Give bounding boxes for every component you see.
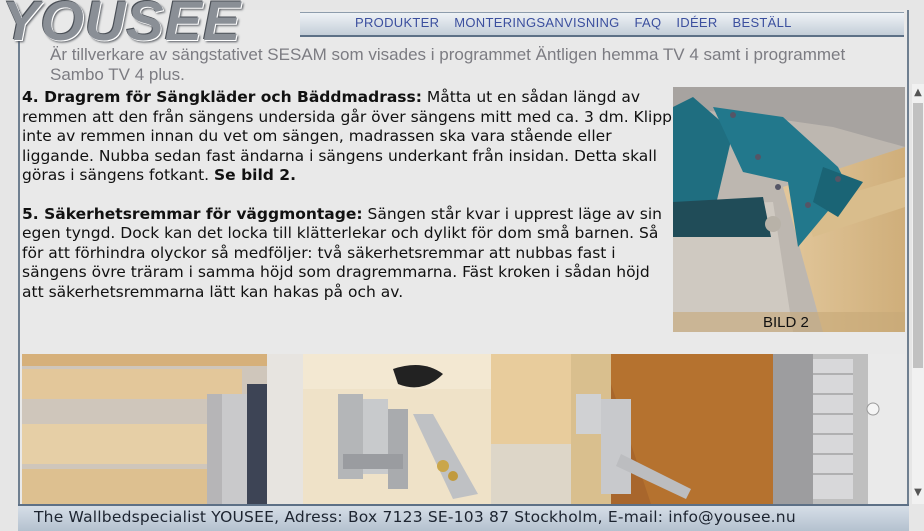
- scroll-thumb[interactable]: [913, 103, 923, 368]
- nav-ideer[interactable]: IDÉER: [676, 15, 718, 30]
- photo-bed-on-floor: [491, 354, 773, 504]
- section-5-body: Sängen står kvar i upprest läge av sin egen tyngd. Dock kan det locka till klätterlekar och dylikt för dom små barnen. Så för att förhindra olyckor så medföljer: två säkerhetsremmar att nubbas fast i sängens övre träram i samma höjd som dragremmarna. Fäst kroken i sådan höjd att säkerhetsremmarna lätt kan hakas på och av.: [22, 204, 662, 301]
- nav-monteringsanvisning[interactable]: MONTERINGSANVISNING: [454, 15, 620, 30]
- section-4-ref: Se bild 2.: [214, 166, 296, 184]
- footer-address: The Wallbedspecialist YOUSEE, Adress: Box 7123 SE-103 87 Stockholm, E-mail: info@yousee.nu: [34, 508, 796, 526]
- site-logo[interactable]: YOUSEE: [2, 0, 242, 52]
- scroll-down-arrow-icon[interactable]: ▼: [914, 487, 922, 498]
- bild-2-image: [673, 87, 905, 332]
- section-4-heading: 4. Dragrem för Sängkläder och Bäddmadrass:: [22, 88, 422, 106]
- intro-text: Är tillverkare av sängstativet SESAM som visades i programmet Äntligen hemma TV 4 samt i programmet Sambo TV 4 plus.: [50, 45, 846, 84]
- nav-bestall[interactable]: BESTÄLL: [732, 15, 792, 30]
- nav-produkter[interactable]: PRODUKTER: [355, 15, 440, 30]
- section-4: [22, 88, 672, 186]
- bild-2-caption: BILD 2: [763, 314, 809, 331]
- section-5: [22, 205, 672, 303]
- main-nav: [355, 15, 803, 30]
- nav-faq[interactable]: FAQ: [634, 15, 662, 30]
- scroll-up-arrow-icon[interactable]: ▲: [914, 87, 922, 98]
- photo-metal-parts: [303, 354, 491, 504]
- section-4-body: Måtta ut en sådan längd av remmen att den från sängens undersida går över sängens mitt med ca. 3 dm. Klipp inte av remmen innan du vet om sängen, madrassen ska vara stående eller liggande. Nubba sedan fast ändarna i sängens underkant från insidan. Detta skall göras i sängens fotkant.: [22, 88, 673, 184]
- photo-bed-frame-corner: [22, 354, 303, 504]
- instructions-text: [22, 88, 672, 321]
- section-5-heading: 5. Säkerhetsremmar för väggmontage:: [22, 204, 363, 223]
- photo-wallbed-room: [773, 354, 905, 504]
- photo-strip: [22, 354, 905, 504]
